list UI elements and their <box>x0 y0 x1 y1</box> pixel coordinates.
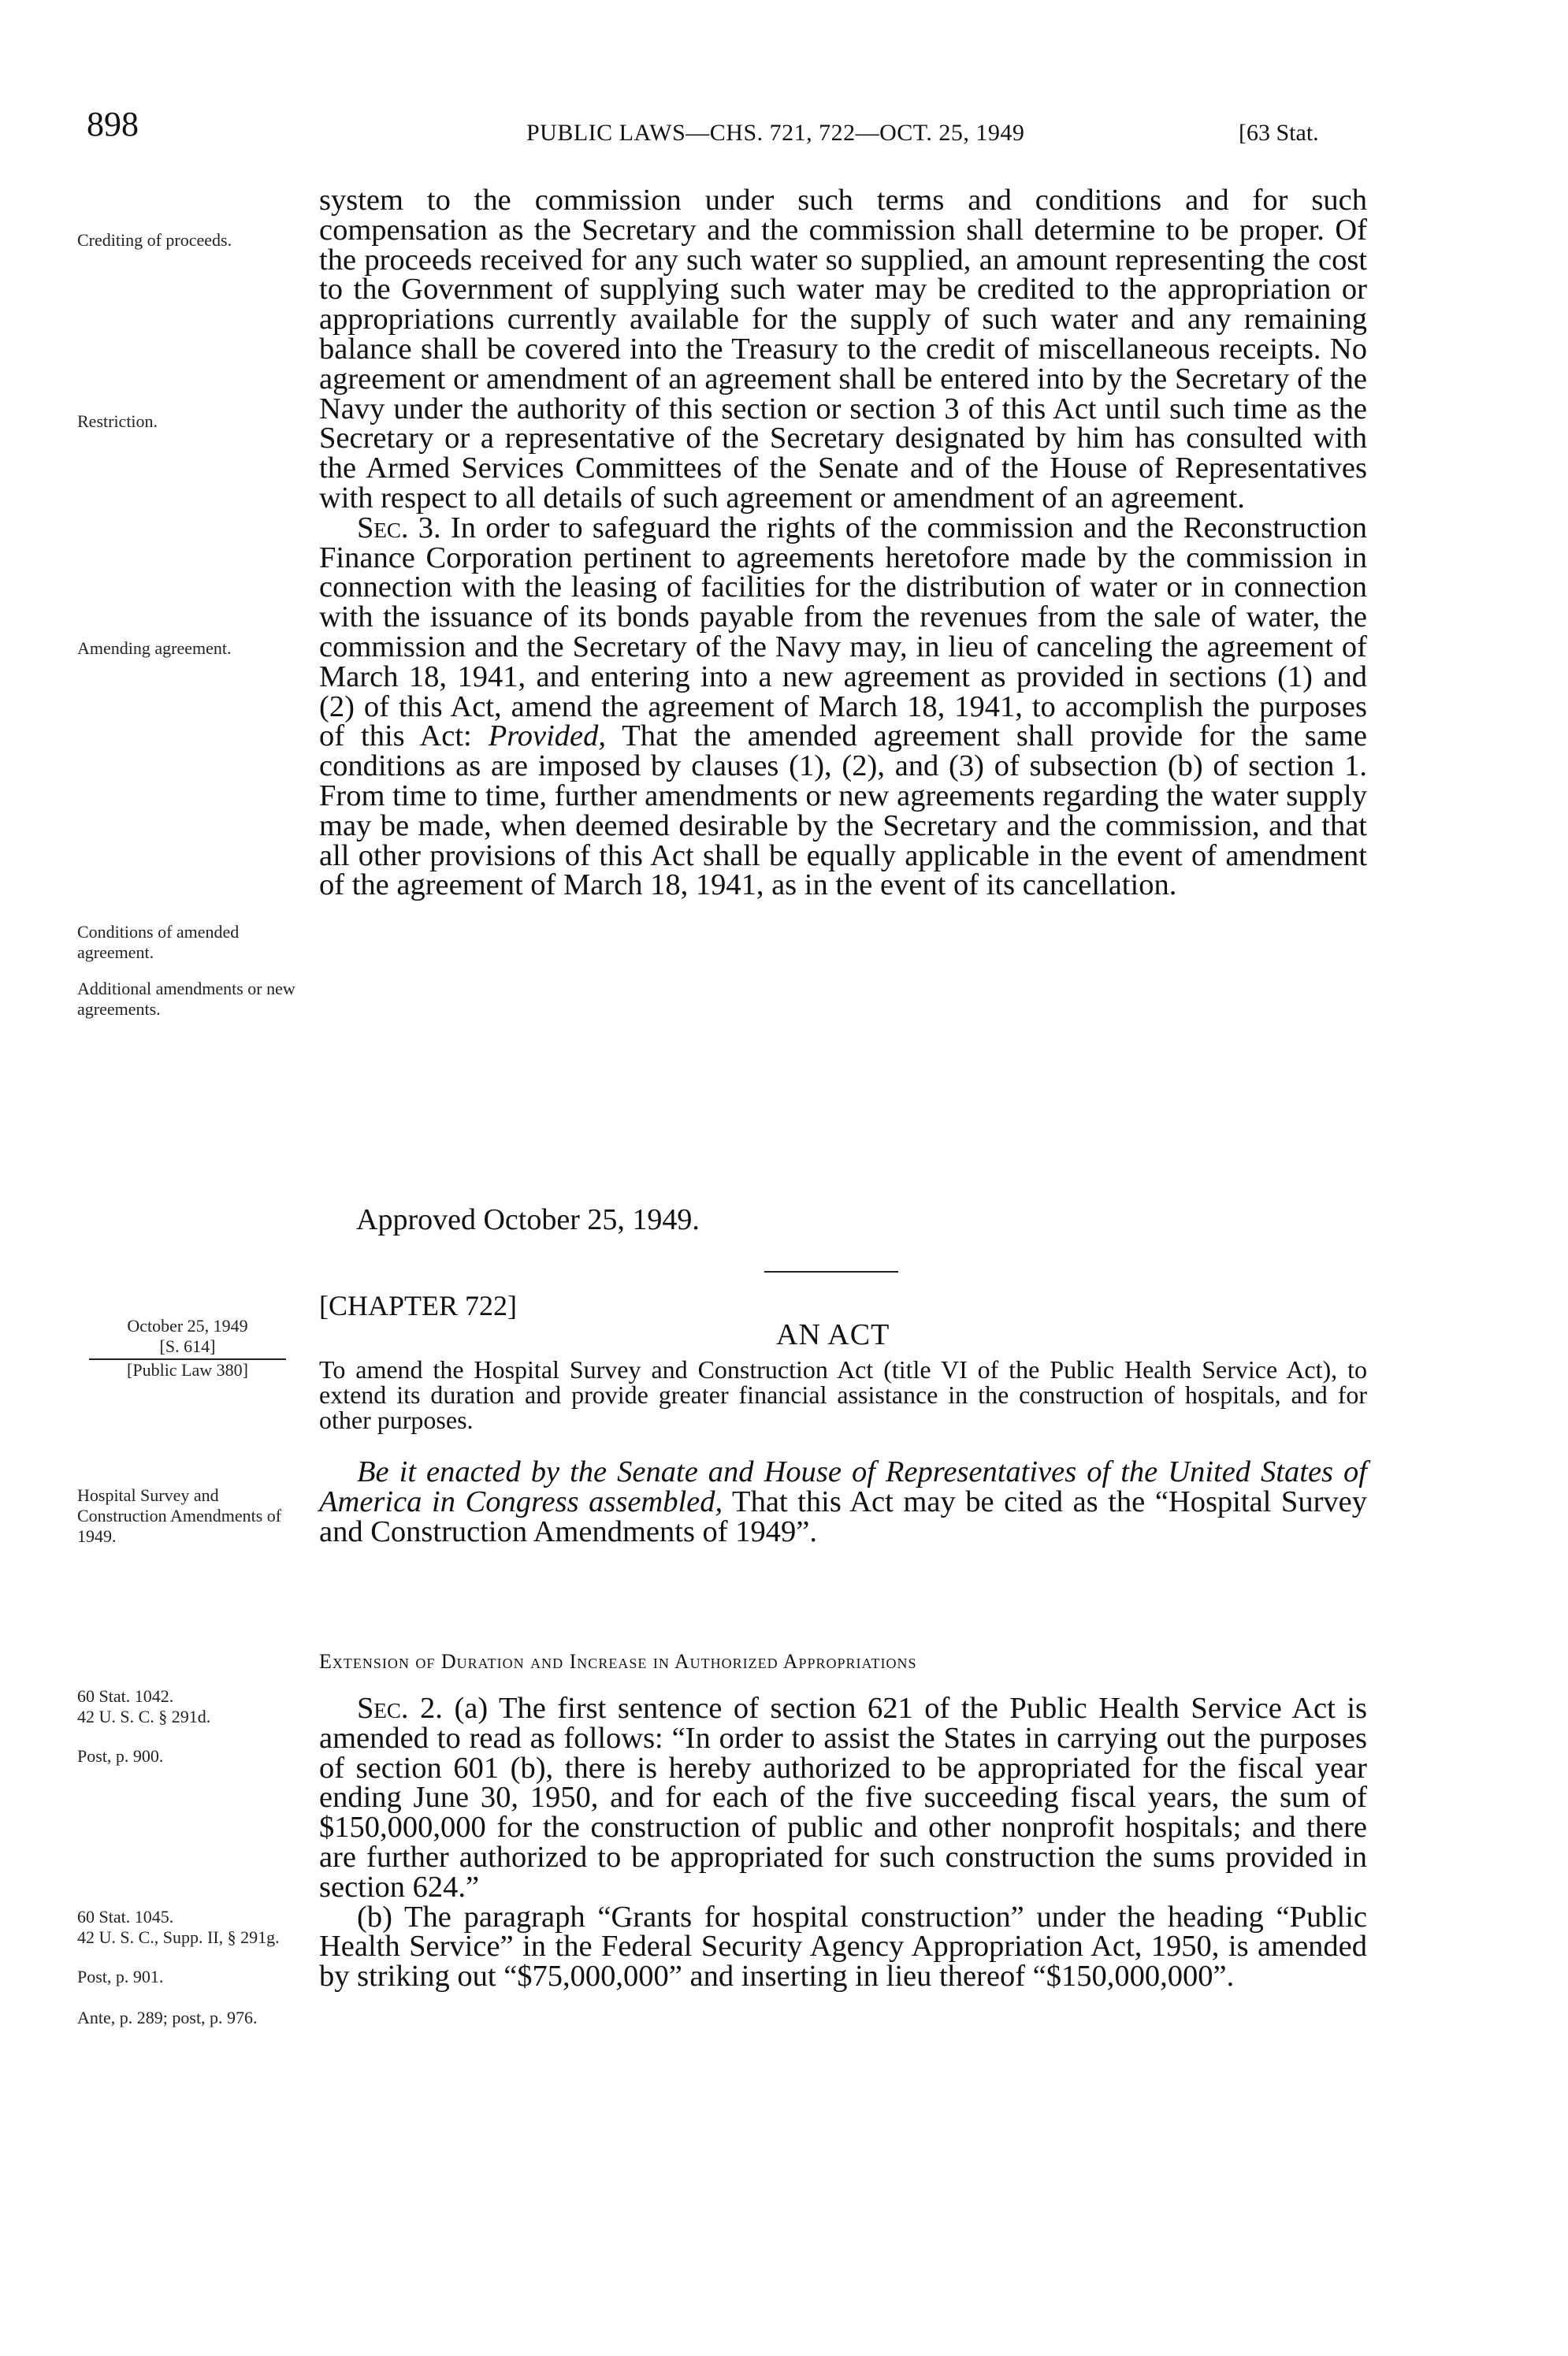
margin-note-citation-2 <box>77 1907 298 1948</box>
enactment-law: [Public Law 380] <box>127 1360 248 1380</box>
running-head: PUBLIC LAWS—CHS. 721, 722—OCT. 25, 1949 <box>526 120 1025 146</box>
section-heading: Extension of Duration and Increase in Authorized Appropriations <box>319 1650 917 1673</box>
section-2a-text: (a) The first sentence of section 621 of the Public Health Service Act is amended to read as follows: “In order to assist the States in carrying out the purposes of section 601 (b), there is hereby authorized to be appropriated for the fiscal year ending June 30, 1950, and for each of the five succeeding fiscal years, the sum of $150,000,000 for the construction of public and other nonprofit hospitals; and there are further authorized to be appropriated for such construction the sums provided in section 624.” <box>319 1692 1367 1904</box>
section-label: Sec. 3. <box>357 511 441 544</box>
margin-note-additional: Additional amendments or new agreements. <box>77 979 295 1019</box>
section-2a <box>319 1694 1367 1903</box>
enacting-paragraph <box>319 1455 1368 1548</box>
provided-word: Provided, <box>488 719 607 753</box>
enacting-clause <box>319 1455 1368 1548</box>
margin-note-amending: Amending agreement. <box>77 638 232 658</box>
purpose-text: To amend the Hospital Survey and Construction Act (title VI of the Public Health Service Act), to extend its duration and provide greater financial assistance in the construction of hospitals, and for other purposes. <box>319 1355 1367 1434</box>
margin-note-short-title: Hospital Survey and Construction Amendments of 1949. <box>77 1485 282 1546</box>
margin-note-crediting: Crediting of proceeds. <box>77 230 232 250</box>
section-3 <box>319 511 1368 902</box>
chapter-label: [CHAPTER 722] <box>319 1290 517 1321</box>
margin-note-citation-1 <box>77 1686 298 1727</box>
margin-note-post-901: Post, p. 901. <box>77 1967 164 1986</box>
short-title-text: That this Act may be cited as the “Hospital Survey and Construction Amendments of 1949”. <box>319 1485 1368 1548</box>
enactment-bill: [S. 614] <box>159 1336 216 1356</box>
section-2b: (b) The paragraph “Grants for hospital construction” under the heading “Public Health Service” in the Federal Security Agency Appropriation Act, 1950, is amended by striking out “$75,000,000” and inserting in lieu thereof “$150,000,000”. <box>319 1900 1367 1994</box>
section-3-text-b: That the amended agreement shall provide for the same conditions as are imposed by clauses (1), (2), and (3) of subsection (b) of section 1. From time to time, further amendments or new agreements regarding the water supply may be made, when deemed desirable by the Secretary and the commission, and that all other provisions of this Act shall be equally applicable in the event of amendment of the agreement of March 18, 1941, as in the event of its cancellation. <box>319 719 1368 902</box>
citation-stat: 60 Stat. 1045. <box>77 1907 174 1927</box>
page-number: 898 <box>87 105 139 143</box>
citation-usc: 42 U. S. C. § 291d. <box>77 1707 211 1726</box>
margin-note-enactment <box>77 1316 298 1381</box>
margin-note-conditions: Conditions of amended agreement. <box>77 922 240 962</box>
enacting-formula: Be it enacted by the Senate and House of Representatives of the United States of America in Congress assembled, <box>319 1455 1367 1518</box>
stat-reference: [63 Stat. <box>1239 120 1319 146</box>
margin-note-ante: Ante, p. 289; post, p. 976. <box>77 2008 258 2027</box>
margin-note-post-900: Post, p. 900. <box>77 1746 164 1766</box>
section-label: Sec. 2. <box>357 1692 443 1725</box>
paragraph-continuation: system to the commission under such terms and conditions and for such compensation as the Secretary and the commission shall determine to be proper. Of the proceeds received for any such water so supplied, an amount representing the cost to the Government of supplying such water may be credited to the appropriation or appropriations currently available for the supply of such water and any remaining balance shall be covered into the Treasury to the credit of miscellaneous receipts. No agreement or amendment of an agreement shall be entered into by the Secretary of the Navy under the authority of this section or section 3 of this Act until such time as the Secretary or a representative of the Secretary designated by him has consulted with the Armed Services Committees of the Senate and of the House of Representatives with respect to all details of such agreement or amendment of an agreement. <box>319 184 1367 515</box>
section-3-text-a: In order to safeguard the rights of the commission and the Reconstruction Finance Corporation pertinent to agreements heretofore made by the commission in connection with the leasing of facilities for the distribution of water or in connection with the issuance of its bonds payable from the revenues from the sale of water, the commission and the Secretary of the Navy may, in lieu of canceling the agreement of March 18, 1941, and entering into a new agreement as provided in sections (1) and (2) of this Act, amend the agreement of March 18, 1941, to accomplish the purposes of this Act: <box>319 511 1367 753</box>
citation-usc: 42 U. S. C., Supp. II, § 291g. <box>77 1927 280 1947</box>
citation-stat: 60 Stat. 1042. <box>77 1686 174 1706</box>
act-title: AN ACT <box>776 1318 890 1351</box>
body-text-section-2 <box>319 1694 1367 1992</box>
divider-rule <box>764 1271 898 1273</box>
enactment-date: October 25, 1949 <box>127 1316 248 1336</box>
margin-note-restriction: Restriction. <box>77 411 158 431</box>
approval-line: Approved October 25, 1949. <box>356 1203 700 1236</box>
body-text-chapter-721 <box>319 186 1367 901</box>
act-purpose <box>319 1357 1367 1433</box>
